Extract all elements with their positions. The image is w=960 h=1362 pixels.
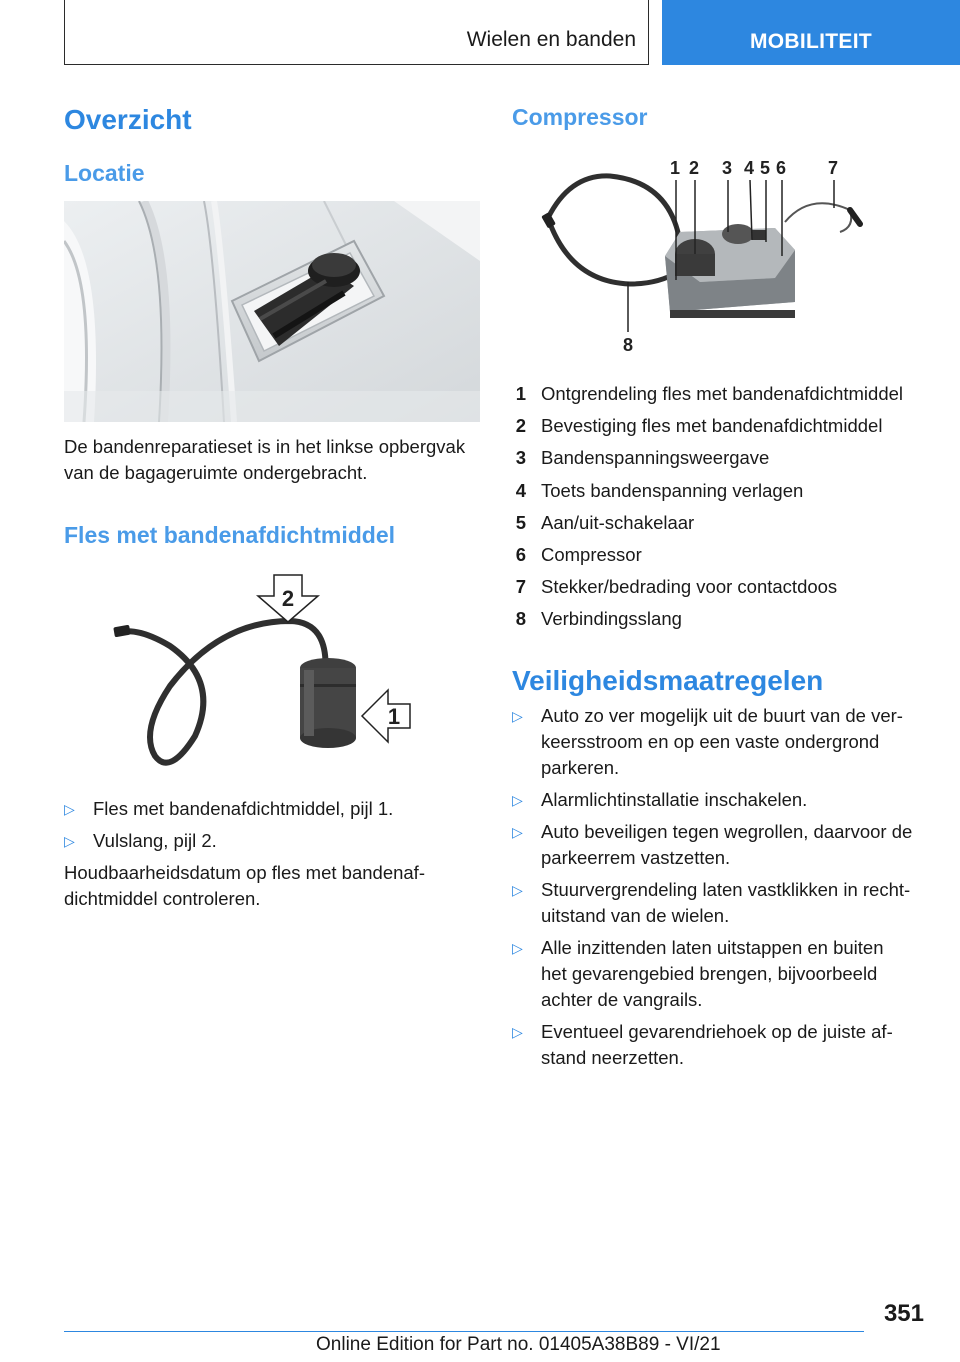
legend-item [512,378,903,410]
location-text-line: De bandenreparatieset is in het linkse opbergvak [64,436,466,457]
list-item-line: parkeerrem vastzetten. [541,847,731,868]
list-item [512,877,912,929]
list-item-line: Auto beveiligen tegen wegrollen, daarvoor de [541,821,913,842]
triangle-bullet-icon: ▷ [512,792,523,808]
list-item [512,703,912,781]
triangle-bullet-icon: ▷ [512,824,523,840]
list-item-text: Vulslang, pijl 2. [93,830,217,851]
diagram-label-2: 2 [689,158,700,178]
bottle-item-list [64,796,393,860]
arrow-label-2: 2 [281,586,295,611]
diagram-label-4: 4 [744,158,755,178]
legend-number: 5 [515,511,526,533]
list-item-line: Alarmlichtinstallatie inschakelen. [541,789,808,810]
legend-number: 1 [515,383,526,404]
legend-item [512,410,903,442]
location-text-line: van de bagageruimte ondergebracht. [64,462,368,483]
bottle-note [64,860,425,912]
legend-number: 8 [515,608,526,630]
header-section-title: Wielen en banden [466,28,636,51]
diagram-label-3: 3 [722,158,733,178]
bottle-note-line: Houdbaarheidsdatum op fles met bandenaf- [64,862,425,883]
diagram-label-1: 1 [670,158,681,178]
list-item-line: het gevarengebied brengen, bijvoorbeeld [541,963,878,984]
page-title: Overzicht [64,104,192,135]
list-item-line: achter de vangrails. [541,989,703,1010]
triangle-bullet-icon: ▷ [512,882,523,898]
location-heading: Locatie [64,160,145,186]
header-section-box [64,0,649,65]
legend-item [512,507,903,539]
safety-heading: Veiligheidsmaatregelen [512,665,824,696]
legend-item [512,475,903,507]
legend-item [512,571,903,603]
list-item-line: stand neerzetten. [541,1047,684,1068]
legend-number: 2 [515,415,526,437]
bottle-illustration [100,566,430,778]
legend-number: 4 [515,479,526,501]
list-item [512,935,912,1013]
legend-number: 6 [515,544,526,566]
triangle-bullet-icon: ▷ [512,708,523,724]
triangle-bullet-icon: ▷ [512,1024,523,1040]
compressor-legend [512,378,903,636]
legend-item [512,442,903,474]
legend-item [512,539,903,571]
trunk-photo [64,201,480,422]
page-number: 351 [883,1300,924,1327]
footer-edition: Online Edition for Part no. 01405A38B89 - VI/21 [316,1334,721,1355]
list-item-line: uitstand van de wielen. [541,905,730,926]
diagram-label-8: 8 [623,335,634,355]
list-item-line: Eventueel gevarendriehoek op de juiste af- [541,1021,893,1042]
bottle-note-line: dichtmiddel controleren. [64,888,261,909]
list-item-line: Alle inzittenden laten uitstappen en buiten [541,937,884,958]
list-item-line: keersstroom en op een vaste ondergrond [541,731,880,752]
legend-text: Verbindingsslang [541,608,682,630]
legend-text: Toets bandenspanning verlagen [541,479,804,501]
header-chapter-title: MOBILITEIT [750,30,872,53]
list-item-line: Auto zo ver mogelijk uit de buurt van de ver- [541,705,903,726]
legend-item [512,603,903,635]
list-item-line: Stuurvergrendeling laten vastklikken in recht- [541,879,911,900]
list-item [64,828,393,854]
list-item-text: Fles met bandenafdichtmiddel, pijl 1. [93,798,394,819]
bottle-heading: Fles met bandenafdichtmiddel [64,522,395,548]
triangle-bullet-icon: ▷ [64,833,75,849]
list-item [512,787,912,813]
safety-list [512,703,912,1077]
list-item [512,1019,912,1071]
compressor-heading: Compressor [512,104,648,130]
legend-text: Bandenspanningsweergave [541,447,770,469]
compressor-diagram [530,152,880,360]
list-item [512,819,912,871]
location-text [64,434,465,486]
diagram-label-7: 7 [828,158,839,178]
legend-text: Stekker/bedrading voor contactdoos [541,576,838,598]
diagram-label-6: 6 [776,158,787,178]
arrow-label-1: 1 [387,704,401,729]
triangle-bullet-icon: ▷ [64,801,75,817]
list-item-line: parkeren. [541,757,620,778]
triangle-bullet-icon: ▷ [512,940,523,956]
footer-divider [64,1331,864,1332]
legend-text: Bevestiging fles met bandenafdichtmiddel [541,415,883,437]
legend-number: 7 [515,576,526,598]
legend-number: 3 [515,447,526,469]
legend-text: Compressor [541,544,642,566]
diagram-label-5: 5 [760,158,771,178]
header-chapter-tab[interactable] [662,0,960,65]
legend-text: Aan/uit-schakelaar [541,511,695,533]
list-item [64,796,393,822]
legend-text: Ontgrendeling fles met bandenafdichtmiddel [541,383,904,404]
